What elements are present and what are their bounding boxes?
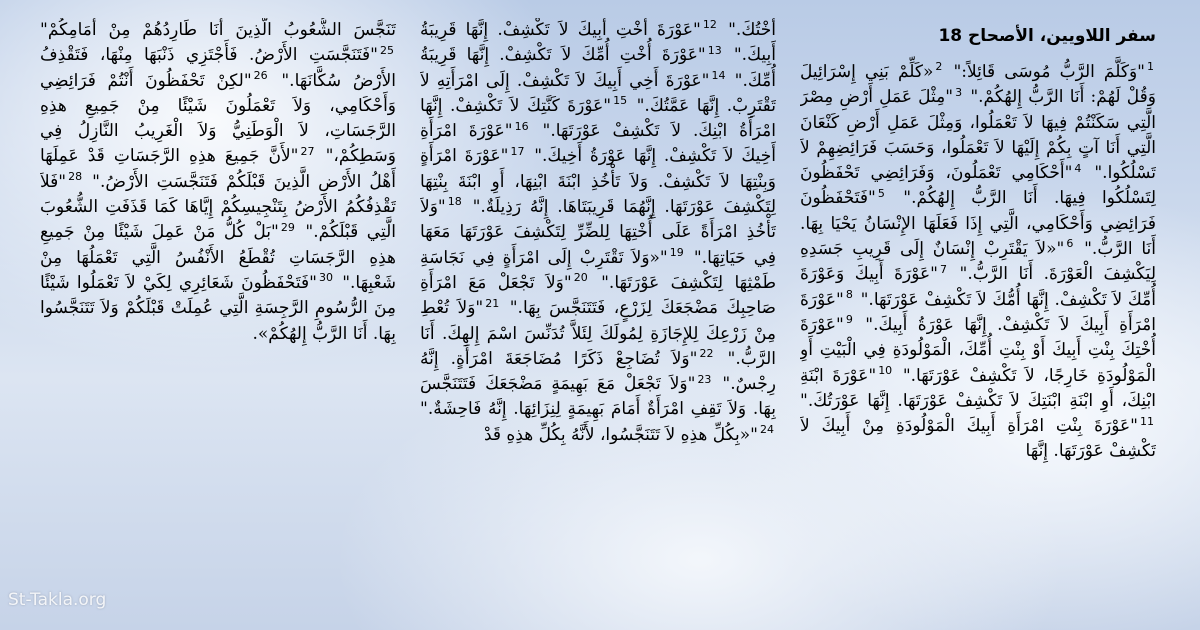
- verse-text: "عَوْرَةَ ابْنَةِ ابْنِكَ، أَوِ ابْنَةِ ابْنَتِكَ لاَ تَكْشِفْ عَوْرَتَهَا. إِنَّهَا عَوْرَتُكَ.": [800, 365, 1156, 411]
- verse-number: 22: [699, 347, 714, 361]
- verse-text: "لأَنَّ جَمِيعَ هذِهِ الرَّجَسَاتِ قَدْ عَمِلَهَا أَهْلُ الأَرْضِ الَّذِينَ قَبْلَكُمْ فَتَنَجَّسَتِ الأَرْضُ.": [40, 146, 396, 192]
- verse: [484, 425, 776, 445]
- verse: [728, 20, 776, 40]
- verse-text: تَنَجَّسَ الشُّعُوبُ الَّذِينَ أَنَا طَارِدُهُمْ مِنْ أَمَامِكُمْ": [40, 20, 396, 40]
- verse-number: 27: [300, 144, 315, 158]
- verse-number: 20: [573, 271, 588, 285]
- verse-text: "عَوْرَةَ بِنْتِ امْرَأَةِ أَبِيكَ الْمَوْلُودَةِ مِنْ أَبِيكَ لاَ تَكْشِفْ عَوْرَتَهَا. إِنَّهَا: [800, 416, 1156, 462]
- verse-text: "فَلاَ تَقْذِفُكُمُ الأَرْضُ بِتَنْجِيسِكُمْ إِيَّاهَا كَمَا قَذَفَتِ الشُّعُوبَ الَّتِي قَبْلَكُمْ.": [40, 171, 396, 243]
- verse-text: "فَتَحْفَظُونَ شَعَائِرِي لِكَيْ لاَ تَعْمَلُوا شَيْئًا مِنَ الرُّسُومِ الرَّجِسَةِ الَّتِي عُمِلَتْ قَبْلَكُمْ وَلاَ تَتَنَجَّسُوا بِهَا. أَنَا الرَّبُّ إِلهُكُمْ».: [40, 272, 396, 344]
- verse-number: 16: [514, 119, 529, 133]
- verse-text: "عَوْرَةَ امْرَأَةٍ وَبِنْتِهَا لاَ تَكْشِفْ. وَلاَ تَأْخُذِ ابْنَةَ ابْنِهَا، أَوِ ابْنَةَ بِنْتِهَا لِتَكْشِفَ عَوْرَتَهَا. إِنَّهُمَا قَرِيبَتَاهَا. إِنَّهُ رَذِيلَةٌ.": [420, 146, 776, 218]
- verse-text: "مِثْلَ عَمَلِ أَرْضِ مِصْرَ الَّتِي سَكَنْتُمْ فِيهَا لاَ تَعْمَلُوا، وَمِثْلَ عَمَلِ أَرْضِ كَنْعَانَ الَّتِي أَنَا آتٍ بِكُمْ إِلَيْهَا لاَ تَعْمَلُوا، وَحَسَبَ فَرَائِضِهِمْ لاَ تَسْلُكُوا.": [800, 87, 1156, 184]
- verse: [800, 416, 1156, 461]
- verse-number: 18: [447, 195, 462, 209]
- text-column-left: [40, 18, 396, 612]
- verse-number: 29: [280, 220, 295, 234]
- text-column-right: [800, 24, 1156, 618]
- verse-text: "عَوْرَةَ امْرَأَةِ أَخِيكَ لاَ تَكْشِفْ. إِنَّهَا عَوْرَةُ أَخِيكَ.": [420, 121, 776, 167]
- verse-number: 5: [877, 186, 885, 200]
- verse-text: "عَوْرَةَ أَبِيكَ وَعَوْرَةَ أُمِّكَ لاَ تَكْشِفْ. إِنَّهَا أُمُّكَ لاَ تَكْشِفْ عَوْرَتَهَا.": [800, 264, 1156, 310]
- verse-text: "فَتَحْفَظُونَ فَرَائِضِي وَأَحْكَامِي، الَّتِي إِذَا فَعَلَهَا الإِنْسَانُ يَحْيَا بِهَا. أَنَا الرَّبُّ.": [800, 188, 1156, 260]
- verse-text: "عَوْرَةَ أَخِي أَبِيكَ لاَ تَكْشِفْ. إِلَى امْرَأَتِهِ لاَ تَقْتَرِبْ. إِنَّهَا عَمَّتُكَ.": [420, 70, 776, 116]
- verse-number: 24: [760, 423, 774, 437]
- verse-text: "وَلاَ تُضَاجِعْ ذَكَرًا مُضَاجَعَةَ امْرَأَةٍ. إِنَّهُ رِجْسٌ.": [420, 348, 776, 395]
- verse: [40, 20, 396, 40]
- verse-text: "«بِكُلِّ هذِهِ لاَ تَتَنَجَّسُوا، لأَنَّهُ بِكُلِّ هذِهِ قَدْ: [483, 424, 758, 445]
- verse-number: 30: [318, 271, 333, 285]
- verse-text: "عَوْرَةَ أُخْتِ أُمِّكَ لاَ تَكْشِفْ. إِنَّهَا قَرِيبَةُ أُمِّكَ.": [420, 45, 776, 91]
- verse-list: [420, 18, 776, 448]
- chapter-title: سفر اللاويين، الأصحاح 18: [938, 26, 1156, 46]
- verse: [953, 62, 1156, 82]
- verse-text: "بَلْ كُلُّ مَنْ عَمِلَ شَيْئًا مِنْ جَمِيعِ هذِهِ الرَّجَسَاتِ تُقْطَعُ الأَنْفُسُ الَّتِي تَعْمَلُهَا مِنْ شَعْبِهَا.": [40, 222, 396, 293]
- verse-text: "وَلاَ تَجْعَلْ مَعَ امْرَأَةِ صَاحِبِكَ مَضْجَعَكَ لِزَرْعٍ، فَتَتَنَجَّسَ بِهَا.": [420, 272, 776, 319]
- verse-text: "عَوْرَةَ أُخْتِ أَبِيكَ لاَ تَكْشِفْ. إِنَّهَا قَرِيبَةُ أَبِيكَ.": [420, 20, 776, 66]
- verse-text: "وَلاَ تَجْعَلْ مَعَ بَهِيمَةٍ مَضْجَعَكَ فَتَتَنَجَّسَ بِهَا. وَلاَ تَقِفِ امْرَأَةٌ أَمَامَ بَهِيمَةٍ لِنِزَائِهَا. إِنَّهُ فَاحِشَةٌ.": [420, 374, 776, 420]
- verse-number: 10: [878, 363, 893, 377]
- verse-text: "عَوْرَةَ امْرَأَةِ أَبِيكَ لاَ تَكْشِفْ. إِنَّهَا عَوْرَةُ أَبِيكَ.": [800, 289, 1156, 335]
- verse-number: 3: [955, 85, 963, 99]
- verse-number: 11: [1140, 414, 1154, 428]
- verse-number: 1: [1147, 60, 1154, 74]
- verse-number: 8: [845, 288, 853, 302]
- verse-text: "وَلاَ تُعْطِ مِنْ زَرْعِكَ لِلإِجَازَةِ لِمُولَكَ لِئَلاَّ تُدَنِّسَ اسْمَ إِلهِكَ. أَنَا الرَّبُّ.": [420, 298, 776, 369]
- verse-number: 25: [380, 43, 394, 57]
- verse-list: [40, 18, 396, 347]
- site-watermark: St-Takla.org: [8, 590, 107, 610]
- verse-text: "أَحْكَامِي تَعْمَلُونَ، وَفَرَائِضِي تَحْفَظُونَ لِتَسْلُكُوا فِيهَا. أَنَا الرَّبُّ إِلهُكُمْ.": [800, 163, 1156, 209]
- text-column-middle: [420, 18, 776, 612]
- verse-text: "فَتَنَجَّسَتِ الأَرْضُ. فَأَجْتَزِي ذَنْبَهَا مِنْهَا، فَتَقْذِفُ الأَرْضُ سُكَّانَهَا.": [40, 45, 396, 91]
- verse-number: 2: [935, 60, 943, 74]
- verse-number: 12: [702, 18, 717, 32]
- verse-number: 9: [845, 313, 853, 327]
- verse-text: "عَوْرَةَ أُخْتِكَ بِنْتِ أَبِيكَ أَوْ بِنْتِ أُمِّكَ، الْمَوْلُودَةِ فِي الْبَيْتِ أَوِ الْمَوْلُودَةِ خَارِجًا، لاَ تَكْشِفْ عَوْرَتَهَا.": [800, 314, 1156, 386]
- verse-number: 28: [68, 170, 83, 184]
- verse-number: 14: [711, 68, 726, 82]
- verse-text: "وَكَلَّمَ الرَّبُّ مُوسَى قَائِلاً:": [953, 62, 1145, 82]
- verse-list: [800, 60, 1156, 465]
- verse-number: 6: [1066, 237, 1074, 251]
- verse-number: 17: [510, 144, 525, 158]
- verse-text: "عَوْرَةَ كَنَّتِكَ لاَ تَكْشِفْ. إِنَّهَا امْرَأَةُ ابْنِكَ. لاَ تَكْشِفْ عَوْرَتَهَا.": [420, 95, 776, 142]
- verse-text: "وَلاَ تَأْخُذِ امْرَأَةً عَلَى أُخْتِهَا لِلضِّرِّ لِتَكْشِفَ عَوْرَتَهَا مَعَهَا فِي حَيَاتِهَا.": [420, 197, 776, 268]
- verse-text: «كَلِّمْ بَنِي إِسْرَائِيلَ وَقُلْ لَهُمْ: أَنَا الرَّبُّ إِلهُكُمْ.": [800, 62, 1156, 108]
- verse-number: 4: [1074, 161, 1082, 175]
- verse-number: 7: [940, 262, 948, 276]
- verse-number: 23: [697, 372, 712, 386]
- verse-number: 15: [613, 94, 628, 108]
- verse-number: 19: [669, 246, 684, 260]
- verse-text: أُخْتُكَ.": [728, 20, 776, 40]
- verse-text: "لكِنْ تَحْفَظُونَ أَنْتُمْ فَرَائِضِي وَأَحْكَامِي، وَلاَ تَعْمَلُونَ شَيْئًا مِنْ جَمِيعِ هذِهِ الرَّجَسَاتِ، لاَ الْوَطَنِيُّ وَلاَ الْغَرِيبُ النَّازِلُ فِي وَسَطِكُمْ،": [40, 70, 396, 167]
- verse-number: 13: [707, 43, 722, 57]
- verse-number: 26: [253, 68, 268, 82]
- verse-text: "«وَلاَ تَقْتَرِبْ إِلَى امْرَأَةٍ فِي نَجَاسَةِ طَمْثِهَا لِتَكْشِفَ عَوْرَتَهَا.": [420, 247, 776, 293]
- verse-number: 21: [485, 296, 500, 310]
- verse-text: "«لاَ يَقْتَرِبْ إِنْسَانٌ إِلَى قَرِيبِ جَسَدِهِ لِيَكْشِفَ الْعَوْرَةَ. أَنَا الرَّبُّ.": [800, 239, 1156, 285]
